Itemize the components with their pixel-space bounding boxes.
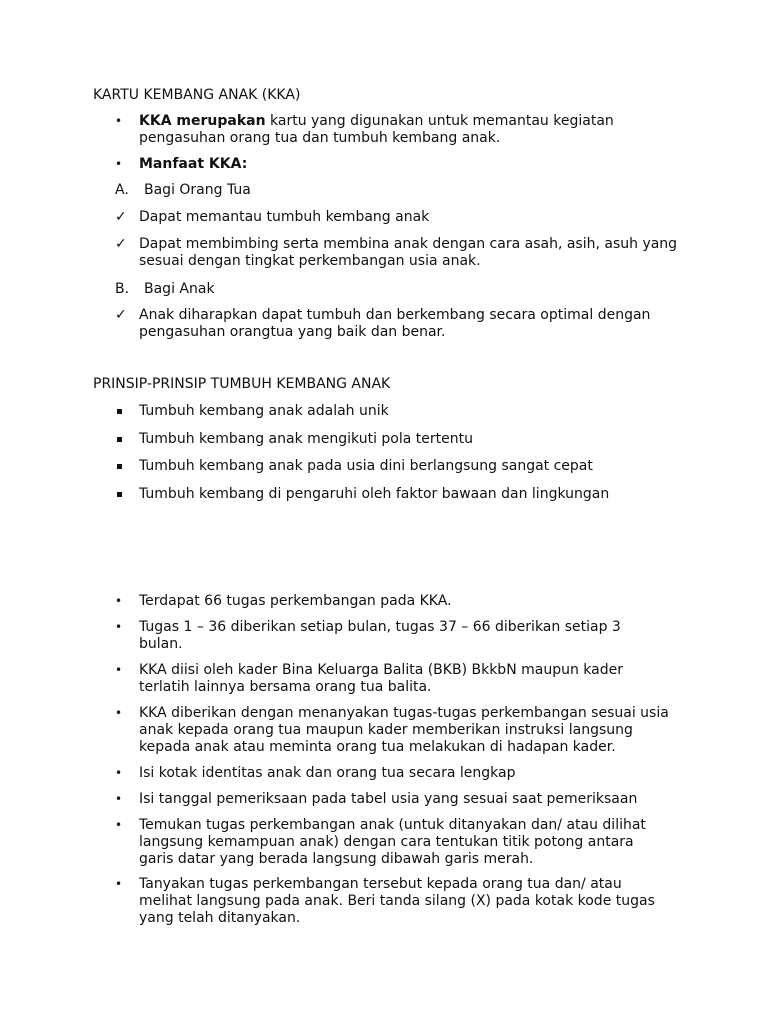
parent-benefit-item xyxy=(115,236,695,270)
principle-item xyxy=(115,431,695,448)
section-title-principles: PRINSIP-PRINSIP TUMBUH KEMBANG ANAK xyxy=(93,376,391,392)
bullet-icon: • xyxy=(115,818,123,832)
parent-benefit-item xyxy=(115,209,695,226)
bullet-icon: • xyxy=(115,620,123,634)
bullet-icon: • xyxy=(115,792,123,806)
benefits-heading-item xyxy=(115,156,695,173)
instruction-text: Temukan tugas perkembangan anak (untuk ditanyakan dan/ atau dilihat langsung kemampuan anak) dengan cara tentukan titik potong antara garis datar yang berada langsung dibawah garis merah. xyxy=(139,817,646,867)
bullet-icon: • xyxy=(115,706,123,720)
instruction-item xyxy=(115,619,695,653)
intro-item xyxy=(115,113,695,147)
checkmark-icon: ✓ xyxy=(115,209,127,225)
instruction-text: Terdapat 66 tugas perkembangan pada KKA. xyxy=(139,593,452,609)
instruction-text: KKA diberikan dengan menanyakan tugas-tugas perkembangan sesuai usia anak kepada orang tua maupun kader memberikan instruksi langsung kepada anak atau meminta orang tua melakukan di hadapan kader. xyxy=(139,705,669,755)
intro-text xyxy=(139,113,695,147)
bullet-icon: • xyxy=(115,114,123,128)
bullet-icon: • xyxy=(115,594,123,608)
parent-benefit-text: Dapat membimbing serta membina anak dengan cara asah, asih, asuh yang sesuai dengan tingkat perkembangan usia anak. xyxy=(139,236,678,269)
group-a-item xyxy=(115,182,695,199)
instruction-item xyxy=(115,876,695,927)
instruction-item xyxy=(115,662,695,696)
checkmark-icon: ✓ xyxy=(115,236,127,252)
instruction-item xyxy=(115,593,695,610)
principle-item xyxy=(115,458,695,475)
group-b-label: Bagi Anak xyxy=(144,281,215,297)
benefits-heading: Manfaat KKA: xyxy=(139,156,248,172)
instruction-text: Tanyakan tugas perkembangan tersebut kepada orang tua dan/ atau melihat langsung pada anak. Beri tanda silang (X) pada kotak kode tugas yang telah ditanyakan. xyxy=(139,876,655,926)
principle-text: Tumbuh kembang anak pada usia dini berlangsung sangat cepat xyxy=(139,458,593,474)
intro-bold: KKA merupakan xyxy=(139,113,266,129)
group-a-label: Bagi Orang Tua xyxy=(144,182,251,198)
instruction-item xyxy=(115,817,695,868)
parent-benefit-text: Dapat memantau tumbuh kembang anak xyxy=(139,209,430,225)
instruction-text: Tugas 1 – 36 diberikan setiap bulan, tugas 37 – 66 diberikan setiap 3 bulan. xyxy=(139,619,621,652)
instruction-item xyxy=(115,791,695,808)
instruction-text: Isi tanggal pemeriksaan pada tabel usia yang sesuai saat pemeriksaan xyxy=(139,791,638,807)
intro-rest: kartu yang digunakan untuk memantau kegiatan pengasuhan orang tua dan tumbuh kembang anak. xyxy=(139,113,614,146)
bullet-icon: • xyxy=(115,766,123,780)
instruction-item xyxy=(115,705,695,756)
instruction-item xyxy=(115,765,695,782)
instruction-text: KKA diisi oleh kader Bina Keluarga Balita (BKB) BkkbN maupun kader terlatih lainnya bersama orang tua balita. xyxy=(139,662,623,695)
child-benefit-item xyxy=(115,307,695,341)
section-title-kka: KARTU KEMBANG ANAK (KKA) xyxy=(93,87,301,103)
instruction-text: Isi kotak identitas anak dan orang tua secara lengkap xyxy=(139,765,516,781)
checkmark-icon: ✓ xyxy=(115,307,127,323)
principle-text: Tumbuh kembang anak mengikuti pola tertentu xyxy=(139,431,473,447)
bullet-icon: • xyxy=(115,663,123,677)
principle-text: Tumbuh kembang anak adalah unik xyxy=(139,403,389,419)
group-b-item xyxy=(115,281,695,298)
group-b-marker: B. xyxy=(115,281,130,297)
principle-text: Tumbuh kembang di pengaruhi oleh faktor bawaan dan lingkungan xyxy=(139,486,610,502)
principle-item xyxy=(115,403,695,420)
principle-item xyxy=(115,486,695,503)
group-a-marker: A. xyxy=(115,182,129,198)
bullet-icon: • xyxy=(115,877,123,891)
bullet-icon: • xyxy=(115,157,123,171)
child-benefit-text: Anak diharapkan dapat tumbuh dan berkembang secara optimal dengan pengasuhan orangtua yang baik dan benar. xyxy=(139,307,651,340)
